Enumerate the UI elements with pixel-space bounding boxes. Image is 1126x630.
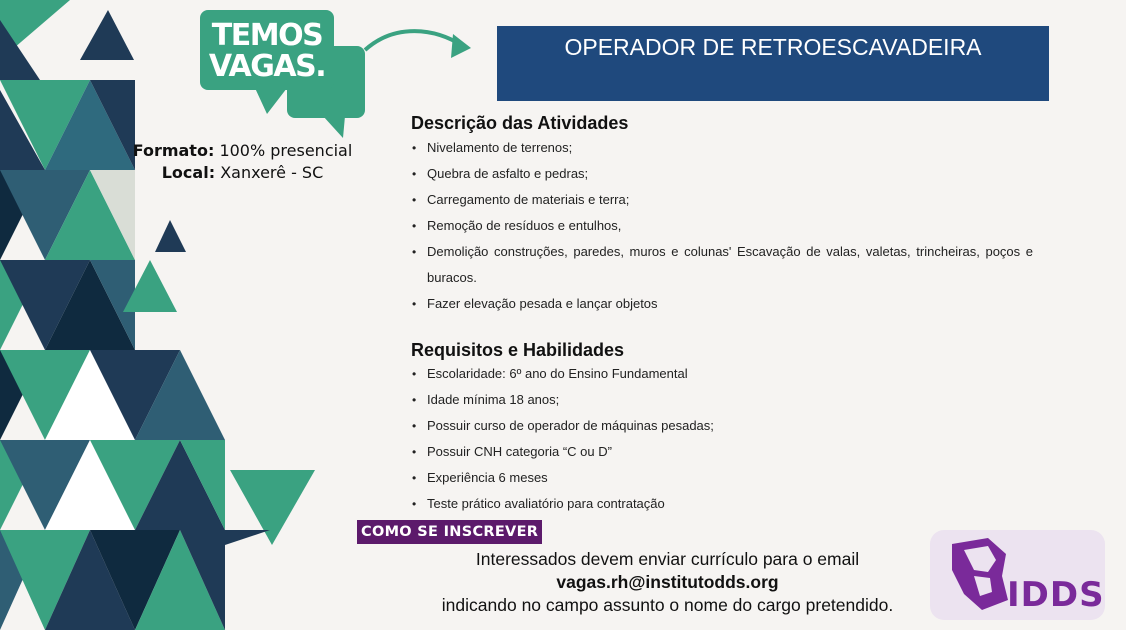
email-link[interactable]: vagas.rh@institutodds.org xyxy=(556,572,779,592)
requisitos-title: Requisitos e Habilidades xyxy=(411,340,625,360)
requisitos-list xyxy=(411,361,1033,517)
list-item: • Remoção de resíduos e entulhos, xyxy=(411,213,1033,239)
list-item: • Carregamento de materiais e terra; xyxy=(411,187,1033,213)
arrow-curve xyxy=(365,31,463,50)
badge-text xyxy=(208,20,326,82)
list-item: • Demolição construções, paredes, muros e colunas' Escavação de valas, valetas, trincheiras, poços e buracos. xyxy=(411,239,1033,291)
list-item: • Possuir curso de operador de máquinas pesadas; xyxy=(411,413,1033,439)
como-se-inscrever-label: COMO SE INSCREVER xyxy=(357,520,542,544)
list-item: • Idade mínima 18 anos; xyxy=(411,387,1033,413)
list-item: • Possuir CNH categoria “C ou D” xyxy=(411,439,1033,465)
inscricao-line-1: Interessados devem enviar currículo para o email xyxy=(475,549,860,569)
list-item: • Nivelamento de terrenos; xyxy=(411,135,1033,161)
job-title: OPERADOR DE RETROESCAVADEIRA xyxy=(564,34,982,60)
formato-value: 100% presencial xyxy=(219,141,353,160)
formato-line xyxy=(100,140,385,162)
badge-line-2: VAGAS. xyxy=(208,49,326,84)
local-label: Local: xyxy=(161,163,216,182)
idds-logo-text: IDDS xyxy=(1007,575,1105,615)
list-item: • Fazer elevação pesada e lançar objetos xyxy=(411,291,1033,317)
list-item: • Teste prático avaliatório para contratação xyxy=(411,491,1033,517)
job-title-bar xyxy=(497,26,1049,101)
list-item: • Quebra de asfalto e pedras; xyxy=(411,161,1033,187)
inscricao-line-3: indicando no campo assunto o nome do cargo pretendido. xyxy=(441,595,894,615)
list-item: • Experiência 6 meses xyxy=(411,465,1033,491)
arrow-head-icon xyxy=(451,34,471,58)
descricao-list xyxy=(411,135,1033,317)
local-value: Xanxerê - SC xyxy=(220,163,324,182)
descricao-title: Descrição das Atividades xyxy=(411,113,629,133)
job-info xyxy=(100,140,385,184)
formato-label: Formato: xyxy=(132,141,215,160)
inscricao-text xyxy=(395,548,940,617)
badge-line-1: TEMOS xyxy=(211,18,323,53)
local-line xyxy=(100,162,385,184)
list-item: • Escolaridade: 6º ano do Ensino Fundamental xyxy=(411,361,1033,387)
